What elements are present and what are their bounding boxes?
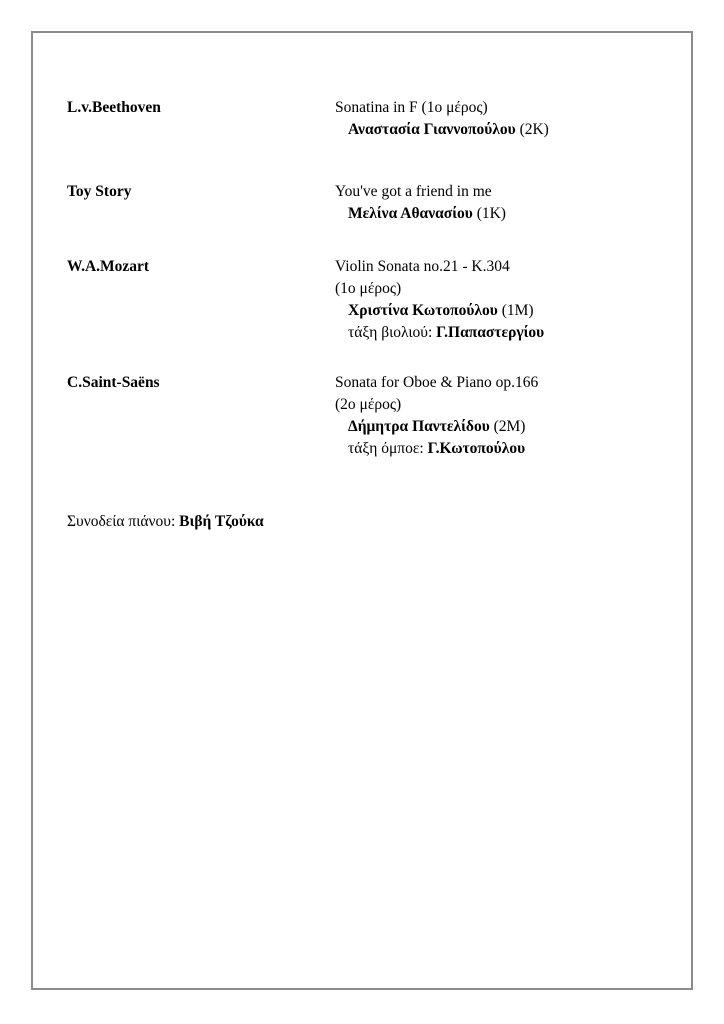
teacher-name: Γ.Κωτοπούλου bbox=[427, 440, 526, 457]
entry-details bbox=[335, 256, 665, 344]
entry-details bbox=[335, 181, 665, 225]
performer-line bbox=[335, 416, 665, 438]
accompaniment-label: Συνοδεία πιάνου: bbox=[67, 513, 180, 530]
program-entry bbox=[67, 97, 665, 141]
piece-title: You've got a friend in me bbox=[335, 183, 492, 200]
teacher-label: τάξη βιολιού: bbox=[348, 324, 437, 341]
program-entry bbox=[67, 181, 665, 225]
composer-name: Toy Story bbox=[67, 183, 132, 200]
piano-accompaniment-line bbox=[67, 511, 264, 533]
performer-class: (1M) bbox=[497, 302, 534, 319]
composer-name: C.Saint-Saëns bbox=[67, 374, 160, 391]
piece-title: Violin Sonata no.21 - K.304 bbox=[335, 258, 510, 275]
program-entry bbox=[67, 256, 665, 344]
piece-title: Sonatina in F (1ο μέρος) bbox=[335, 99, 488, 116]
teacher-line bbox=[335, 438, 665, 460]
performer-line bbox=[335, 300, 665, 322]
piece-title: Sonata for Oboe & Piano op.166 bbox=[335, 374, 539, 391]
performer-line bbox=[335, 119, 665, 141]
performer-line bbox=[335, 203, 665, 225]
program-entry bbox=[67, 372, 665, 460]
performer-name: Μελίνα Αθανασίου bbox=[348, 205, 473, 222]
performer-name: Χριστίνα Κωτοπούλου bbox=[348, 302, 498, 319]
composer-name: L.v.Beethoven bbox=[67, 99, 161, 116]
piece-movement: (2ο μέρος) bbox=[335, 396, 402, 413]
performer-class: (1K) bbox=[472, 205, 506, 222]
entry-details bbox=[335, 97, 665, 141]
pianist-name: Βιβή Τζούκα bbox=[179, 513, 264, 530]
entry-details bbox=[335, 372, 665, 460]
performer-name: Αναστασία Γιαννοπούλου bbox=[348, 121, 516, 138]
piece-movement: (1ο μέρος) bbox=[335, 280, 402, 297]
teacher-name: Γ.Παπαστεργίου bbox=[436, 324, 545, 341]
teacher-label: τάξη όμποε: bbox=[348, 440, 428, 457]
performer-class: (2K) bbox=[515, 121, 549, 138]
performer-name: Δήμητρα Παντελίδου bbox=[348, 418, 490, 435]
teacher-line bbox=[335, 322, 665, 344]
composer-name: W.A.Mozart bbox=[67, 258, 150, 275]
performer-class: (2M) bbox=[489, 418, 526, 435]
